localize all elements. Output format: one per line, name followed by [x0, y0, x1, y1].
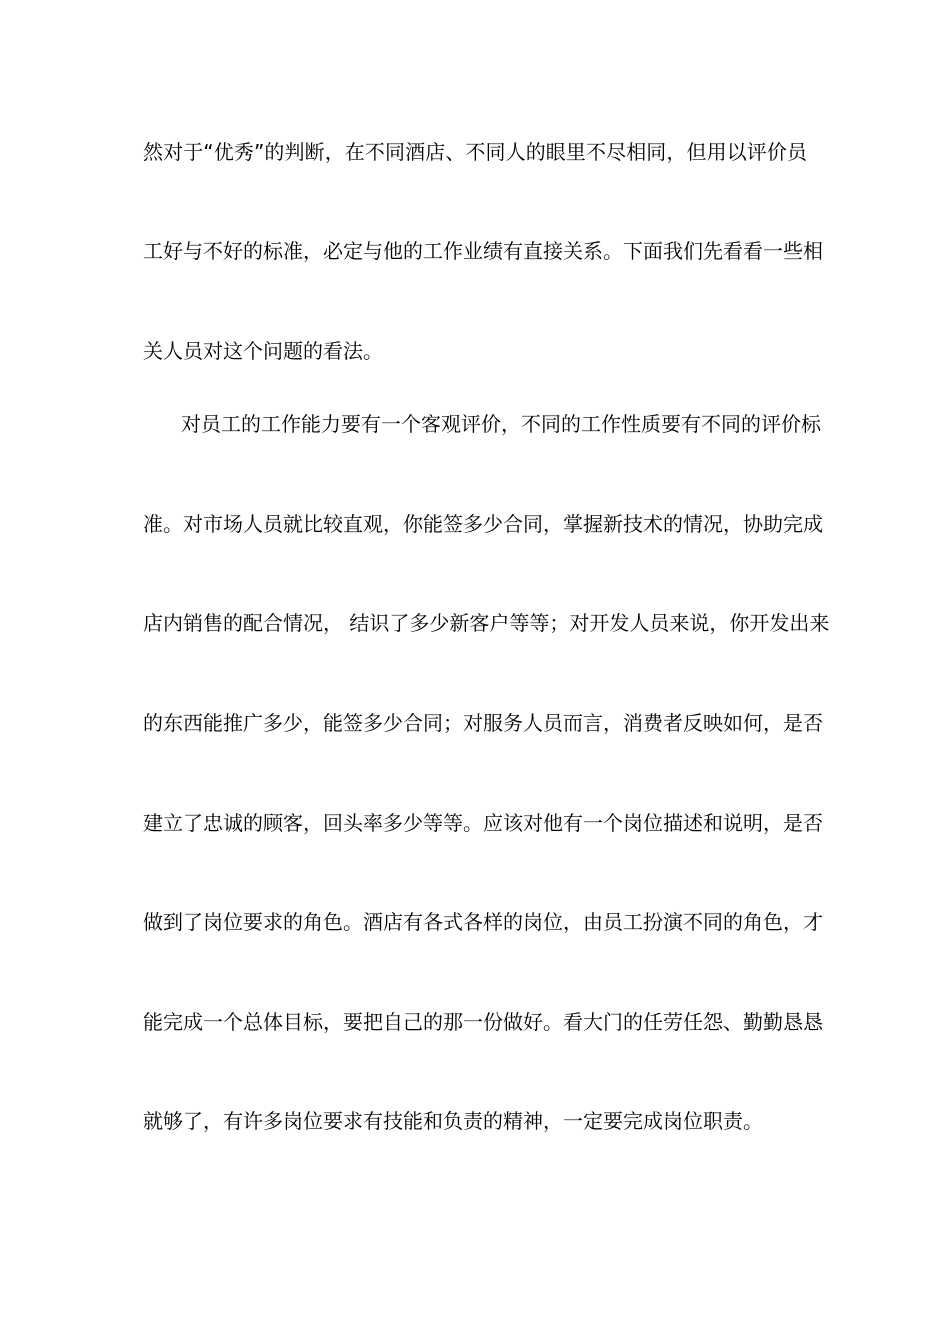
text-line: 就够了，有许多岗位要求有技能和负责的精神，一定要完成岗位职责。	[143, 1109, 763, 1133]
text-line: 对员工的工作能力要有一个客观评价，不同的工作性质要有不同的评价标	[181, 412, 821, 436]
text-line: 然对于“优秀”的判断，在不同酒店、不同人的眼里不尽相同，但用以评价员	[143, 140, 807, 164]
text-line: 建立了忠诚的顾客，回头率多少等等。应该对他有一个岗位描述和说明，是否	[143, 811, 823, 835]
text-line: 工好与不好的标准，必定与他的工作业绩有直接关系。下面我们先看看一些相	[143, 239, 823, 263]
text-line: 做到了岗位要求的角色。酒店有各式各样的岗位，由员工扮演不同的角色，才	[143, 910, 823, 934]
text-line: 关人员对这个问题的看法。	[143, 339, 383, 363]
text-line: 能完成一个总体目标，要把自己的那一份做好。看大门的任劳任怨、勤勤恳恳	[143, 1010, 823, 1034]
text-line: 店内销售的配合情况， 结识了多少新客户等等；对开发人员来说，你开发出来	[143, 611, 830, 635]
text-line: 的东西能推广多少，能签多少合同；对服务人员而言，消费者反映如何，是否	[143, 711, 823, 735]
text-line: 准。对市场人员就比较直观，你能签多少合同，掌握新技术的情况，协助完成	[143, 512, 823, 536]
